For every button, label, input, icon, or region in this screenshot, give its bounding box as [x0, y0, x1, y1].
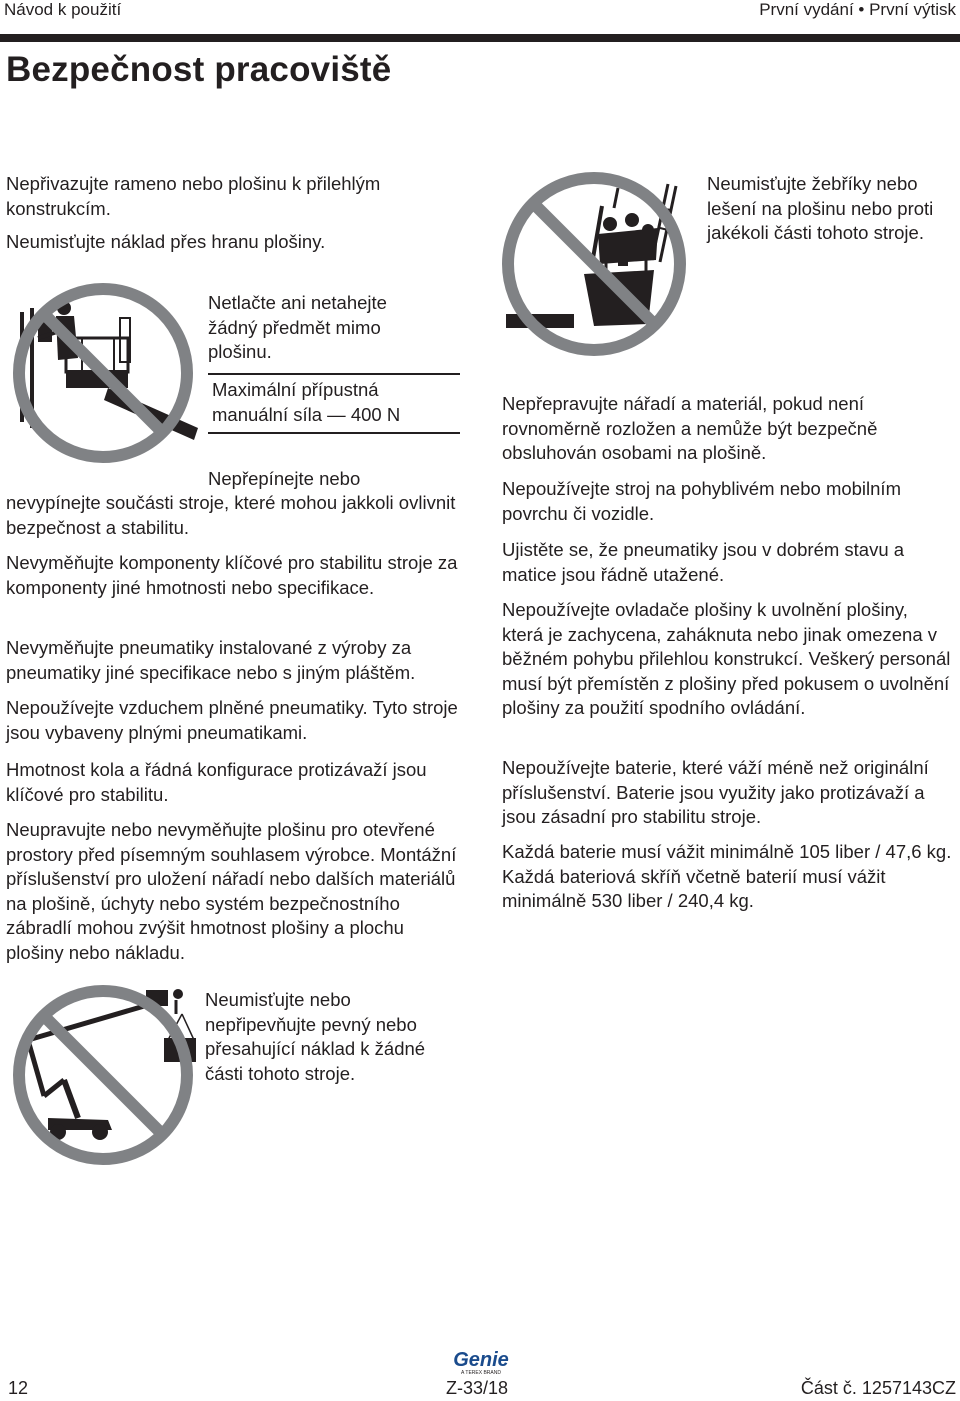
- force-rule-top: [208, 373, 460, 375]
- push-pull-line: žádný předmět mimo: [208, 317, 381, 338]
- no-overhanging-load-icon: [8, 980, 198, 1170]
- paragraph: nevypínejte součásti stroje, které mohou jakkoli ovlivnit bezpečnost a stabilitu.: [6, 492, 456, 538]
- model-number: Z-33/18: [446, 1378, 509, 1398]
- part-number: Část č. 1257143CZ: [800, 1378, 956, 1398]
- logo-subtext: A TEREX BRAND: [461, 1370, 501, 1376]
- paragraph: Nepoužívejte ovladače plošiny k uvolnění plošiny, která je zachycena, zaháknuta nebo jinak omezena v běžném pohybu přilehlou konstrukcí. Veškerý personál musí být přemístěn z plošiny před pokusem o uvolnění plošiny za použití spodního ovládání.: [502, 599, 951, 718]
- paragraph: Nepřivazujte rameno nebo plošinu k přilehlým konstrukcím.: [6, 173, 381, 219]
- paragraph: Nepoužívejte vzduchem plněné pneumatiky. Tyto stroje jsou vybaveny plnými pneumatikami.: [6, 697, 458, 743]
- force-line: Maximální přípustná: [212, 379, 379, 400]
- paragraph: Neumisťujte náklad přes hranu plošiny.: [6, 231, 326, 252]
- paragraph: Nepoužívejte baterie, které váží méně než originální příslušenství. Baterie jsou využity jako protizávaží a jsou zásadní pro stabilitu stroje.: [502, 757, 929, 827]
- genie-logo: [444, 1350, 518, 1376]
- paragraph: Neumisťujte nebo nepřipevňujte pevný nebo přesahující náklad k žádné části tohoto stroje.: [205, 989, 426, 1084]
- no-push-pull-icon: [8, 278, 198, 468]
- paragraph: Nevyměňujte pneumatiky instalované z výroby za pneumatiky jiné specifikace nebo s jiným pláštěm.: [6, 637, 416, 683]
- page-number: 12: [8, 1378, 29, 1398]
- paragraph: Nevyměňujte komponenty klíčové pro stabilitu stroje za komponenty jiné hmotnosti nebo specifikace.: [6, 552, 458, 598]
- paragraph: Hmotnost kola a řádná konfigurace protizávaží jsou klíčové pro stabilitu.: [6, 759, 427, 805]
- ladder-text: Neumisťujte žebříky nebo lešení na plošinu nebo proti jakékoli části tohoto stroje.: [707, 173, 934, 243]
- no-ladder-icon: [498, 168, 690, 360]
- paragraph: Ujistěte se, že pneumatiky jsou v dobrém stavu a matice jsou řádně utažené.: [502, 539, 905, 585]
- paragraph: Neupravujte nebo nevyměňujte plošinu pro otevřené prostory před písemným souhlasem výrobce. Montážní příslušenství pro uložení nářadí nebo dalších materiálů na plošině, úchyty nebo systém bezpečnostního zábradlí mohou zvýšit hmotnost plošiny a plochu plošiny nebo nákladu.: [6, 819, 457, 963]
- force-rule-bottom: [208, 432, 460, 434]
- paragraph: Nepoužívejte stroj na pohyblivém nebo mobilním povrchu či vozidle.: [502, 478, 901, 524]
- header-rule: [0, 34, 960, 42]
- push-pull-line: plošinu.: [208, 341, 272, 362]
- force-line: manuální síla — 400 N: [212, 404, 401, 425]
- push-pull-line: Netlačte ani netahejte: [208, 292, 387, 313]
- header-left: Návod k použití: [4, 0, 122, 19]
- header-right: První vydání • První výtisk: [759, 0, 956, 19]
- logo-text: Genie: [453, 1349, 509, 1371]
- paragraph: Nepřepínejte nebo: [208, 468, 361, 489]
- page-title: Bezpečnost pracoviště: [6, 50, 392, 89]
- paragraph: Nepřepravujte nářadí a materiál, pokud není rovnoměrně rozložen a nemůže být bezpečně obsluhován osobami na plošině.: [502, 393, 878, 463]
- paragraph: Každá baterie musí vážit minimálně 105 liber / 47,6 kg. Každá bateriová skříň včetně baterií musí vážit minimálně 530 liber / 240,4 kg.: [502, 841, 952, 911]
